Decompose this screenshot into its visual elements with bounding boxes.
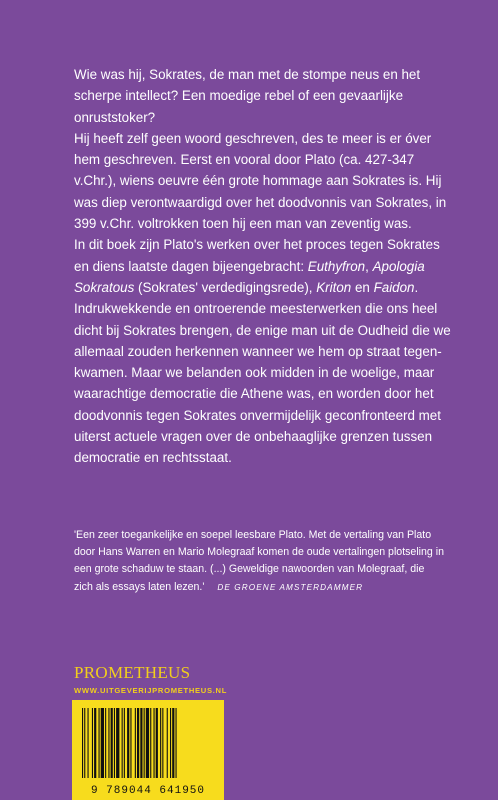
blurb-paragraph-1: Wie was hij, Sokrates, de man met de stompe neus en het scherpe intellect? Een moedige rebel of een gevaarlijke onruststoker? bbox=[74, 67, 421, 125]
barcode-bar bbox=[94, 708, 96, 778]
barcode-bar bbox=[140, 708, 142, 778]
barcode-bar bbox=[176, 708, 177, 778]
barcode-bar bbox=[144, 708, 145, 778]
back-cover-blurb bbox=[74, 64, 454, 469]
barcode-bar bbox=[130, 708, 131, 778]
barcode-bar bbox=[146, 708, 149, 778]
title-euthyfron: Euthyfron bbox=[307, 258, 366, 274]
barcode-bar bbox=[135, 708, 136, 778]
title-kriton: Kriton bbox=[316, 279, 352, 295]
blurb-text: en bbox=[351, 279, 374, 295]
blurb-text: , bbox=[365, 258, 373, 274]
barcode-bar bbox=[154, 708, 155, 778]
barcode-bar bbox=[170, 708, 171, 778]
barcode-bar bbox=[88, 708, 89, 778]
barcode-bar bbox=[122, 708, 123, 778]
barcode-bar bbox=[99, 708, 100, 778]
quote-source: DE GROENE AMSTERDAMMER bbox=[217, 582, 364, 592]
publisher-logo: PROMETHEUS bbox=[74, 663, 191, 682]
isbn-number: 9 789044 641950 bbox=[90, 785, 206, 797]
blurb-text: In dit boek zijn Plato's werken over het proces tegen Sokrates en diens laatste dagen bijeengebracht: bbox=[74, 237, 440, 274]
publisher-url: WWW.UITGEVERIJPROMETHEUS.NL bbox=[74, 686, 228, 695]
barcode-icon bbox=[82, 708, 214, 778]
barcode-bar bbox=[105, 708, 106, 778]
barcode-bar bbox=[160, 708, 161, 778]
barcode-bar bbox=[127, 708, 129, 778]
barcode-bar bbox=[124, 708, 125, 778]
barcode-bar bbox=[82, 708, 83, 778]
blurb-paragraph-2: Hij heeft zelf geen woord geschreven, des te meer is er óver hem geschreven. Eerst en vooral door Plato (ca. 427-347 v.Chr.), wiens oeuvre één grote hommage aan Sokrates is. Hij was diep verontwaardigd over het doodvonnis van Sokrates, in 399 v.Chr. voltrokken toen hij een man van zeventig was. bbox=[74, 130, 447, 232]
barcode-bar bbox=[101, 708, 104, 778]
barcode-bar bbox=[150, 708, 151, 778]
barcode-bar bbox=[116, 708, 119, 778]
barcode-bar bbox=[167, 708, 168, 778]
blurb-text: (Sokrates' verdedigingsrede), bbox=[134, 279, 317, 295]
barcode-bar bbox=[114, 708, 115, 778]
barcode-bar bbox=[84, 708, 85, 778]
barcode-bar bbox=[137, 708, 139, 778]
barcode-panel bbox=[72, 700, 224, 800]
title-apologia: Apologia Sokratous bbox=[74, 258, 425, 295]
barcode-bar bbox=[111, 708, 113, 778]
barcode-bar bbox=[162, 708, 163, 778]
review-quote bbox=[74, 527, 444, 596]
title-faidon: Faidon bbox=[373, 279, 415, 295]
barcode-bar bbox=[172, 708, 174, 778]
barcode-bar bbox=[156, 708, 158, 778]
barcode-bar bbox=[92, 708, 93, 778]
barcode-bar bbox=[108, 708, 109, 778]
blurb-paragraph-3 bbox=[74, 234, 454, 468]
blurb-text: . Indrukwekkende en ontroerende meesterwerken die ons heel dicht bij Sokrates brengen, de enige man uit de Oudheid die we allemaal zouden herkennen wanneer we hem op straat tegenkwamen. Maar we belanden ook midden in de woelige, maar waarachtige democratie die Athene was, en worden door het doodvonnis tegen Sokrates onvermijdelijk geconfronteerd met uiterst actuele vragen over de onbehaaglijke grenzen tussen democratie en rechtsstaat. bbox=[74, 279, 451, 466]
quote-text: 'Een zeer toegankelijke en soepel leesbare Plato. Met de vertaling van Plato door Hans Warren en Mario Molegraaf komen de oude vertalingen plotseling in een grote schaduw te staan. (...) Geweldige nawoorden van Molegraaf, die zich als essays laten lezen.' bbox=[74, 529, 445, 593]
